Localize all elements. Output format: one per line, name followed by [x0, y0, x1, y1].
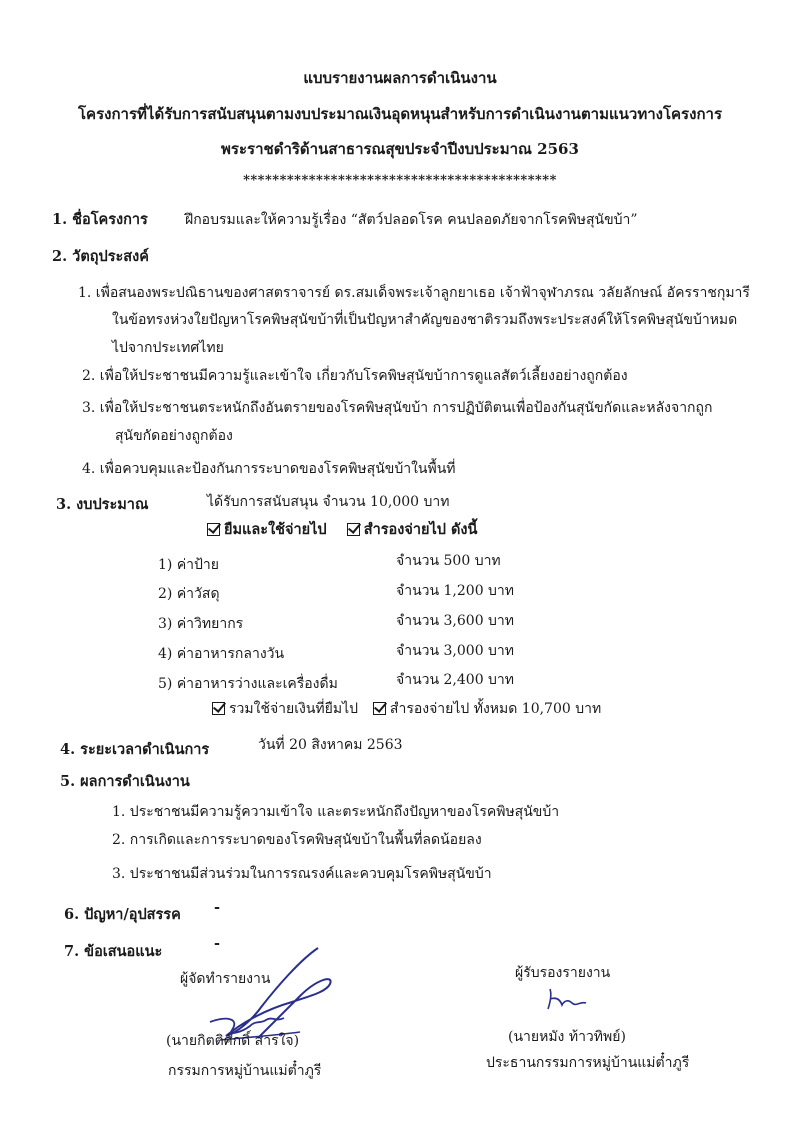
objective-3-line2: สุนัขกัดอย่างถูกต้อง [115, 428, 233, 444]
objective-1-line2: ในข้อทรงห่วงใยปัญหาโรคพิษสุนัขบ้าที่เป็นปัญหาสำคัญของชาติรวมถึงพระประสงค์ให้โรคพิษสุนัขบ้าหมด [112, 312, 738, 328]
section-project-name-label: 1. ชื่อโครงการ [52, 211, 148, 228]
right-signer-role: ผู้รับรองรายงาน [515, 965, 611, 981]
report-title: แบบรายงานผลการดำเนินงาน [303, 69, 497, 87]
objective-2: 2. เพื่อให้ประชาชนมีความรู้และเข้าใจ เกี่ยวกับโรคพิษสุนัขบ้าการดูแลสัตว์เลี้ยงอย่างถูกต้อง [82, 368, 628, 384]
checkbox-checked-icon [373, 702, 386, 715]
left-signer-role: ผู้จัดทำรายงาน [180, 971, 271, 987]
right-signature-icon [540, 985, 600, 1015]
right-signer-name: (นายหมัง ท้าวทิพย์) [508, 1029, 626, 1045]
report-subtitle-line2: พระราชดำริด้านสาธารณสุขประจำปีงบประมาณ 2563 [221, 140, 579, 158]
budget-item-amount: จำนวน 3,000 บาท [396, 643, 515, 659]
budget-item-amount: จำนวน 500 บาท [396, 553, 501, 569]
left-signer-name: (นายกิตติศักดิ์ สารใจ) [166, 1033, 300, 1049]
budget-item-amount: จำนวน 2,400 บาท [396, 672, 515, 688]
section-duration-label: 4. ระยะเวลาดำเนินการ [60, 741, 210, 758]
budget-item-name: 2) ค่าวัสดุ [158, 586, 220, 602]
project-name-value: ฝึกอบรมและให้ความรู้เรื่อง “สัตว์ปลอดโรค คนปลอดภัยจากโรคพิษสุนัขบ้า” [185, 212, 638, 228]
duration-value: วันที่ 20 สิงหาคม 2563 [258, 737, 403, 753]
budget-received: ได้รับการสนับสนุน จำนวน 10,000 บาท [207, 494, 450, 510]
result-3: 3. ประชาชนมีส่วนร่วมในการรณรงค์และควบคุมโรคพิษสุนัขบ้า [112, 866, 492, 882]
right-signer-position: ประธานกรรมการหมู่บ้านแม่ต๋ำภูรี [486, 1055, 690, 1071]
budget-total-advance: สำรองจ่ายไป ทั้งหมด 10,700 บาท [389, 701, 602, 717]
objective-1-line3: ไปจากประเทศไทย [112, 340, 224, 356]
objective-4: 4. เพื่อควบคุมและป้องกันการระบาดของโรคพิษสุนัขบ้าในพื้นที่ [82, 461, 456, 477]
section-problems-label: 6. ปัญหา/อุปสรรค [64, 906, 181, 923]
left-signer-position: กรรมการหมู่บ้านแม่ต๋ำภูรี [168, 1063, 322, 1079]
budget-total [212, 698, 601, 720]
budget-item-name: 4) ค่าอาหารกลางวัน [158, 646, 285, 662]
report-subtitle-line1: โครงการที่ได้รับการสนับสนุนตามงบประมาณเงินอุดหนุนสำหรับการดำเนินงานตามแนวทางโครงการ [77, 105, 723, 123]
objective-3-line1: 3. เพื่อให้ประชาชนตระหนักถึงอันตรายของโรคพิษสุนัขบ้า การปฏิบัติตนเพื่อป้องกันสุนัขกัดและหลังจากถูก [82, 400, 713, 416]
section-suggestions-label: 7. ข้อเสนอแนะ [64, 943, 163, 960]
problems-value: - [214, 899, 221, 916]
budget-total-borrow: รวมใช้จ่ายเงินที่ยืมไป [229, 701, 358, 717]
budget-item-name: 1) ค่าป้าย [158, 557, 219, 573]
suggestions-value: - [214, 935, 221, 952]
budget-options [207, 518, 477, 541]
budget-item-name: 5) ค่าอาหารว่างและเครื่องดื่ม [158, 676, 338, 692]
budget-item-amount: จำนวน 3,600 บาท [396, 613, 515, 629]
section-results-label: 5. ผลการดำเนินงาน [60, 773, 190, 790]
checkbox-checked-icon [207, 523, 220, 536]
objective-1-line1: 1. เพื่อสนองพระปณิธานของศาสตราจารย์ ดร.สมเด็จพระเจ้าลูกยาเธอ เจ้าฟ้าจุฬาภรณ วลัยลักษณ์ อัครราชกุมารี [78, 285, 750, 301]
budget-option-borrow: ยืมและใช้จ่ายไป [224, 521, 327, 538]
result-1: 1. ประชาชนมีความรู้ความเข้าใจ และตระหนักถึงปัญหาของโรคพิษสุนัขบ้า [112, 804, 560, 820]
checkbox-checked-icon [212, 702, 225, 715]
budget-item-name: 3) ค่าวิทยากร [158, 616, 244, 632]
budget-item-amount: จำนวน 1,200 บาท [396, 583, 515, 599]
section-budget-label: 3. งบประมาณ [56, 496, 149, 513]
section-objectives-label: 2. วัตถุประสงค์ [52, 248, 149, 265]
result-2: 2. การเกิดและการระบาดของโรคพิษสุนัขบ้าในพื้นที่ลดน้อยลง [112, 832, 482, 848]
title-divider: ******************************************* [243, 173, 557, 188]
checkbox-checked-icon [347, 523, 360, 536]
budget-option-advance: สำรองจ่ายไป ดังนี้ [363, 521, 478, 538]
